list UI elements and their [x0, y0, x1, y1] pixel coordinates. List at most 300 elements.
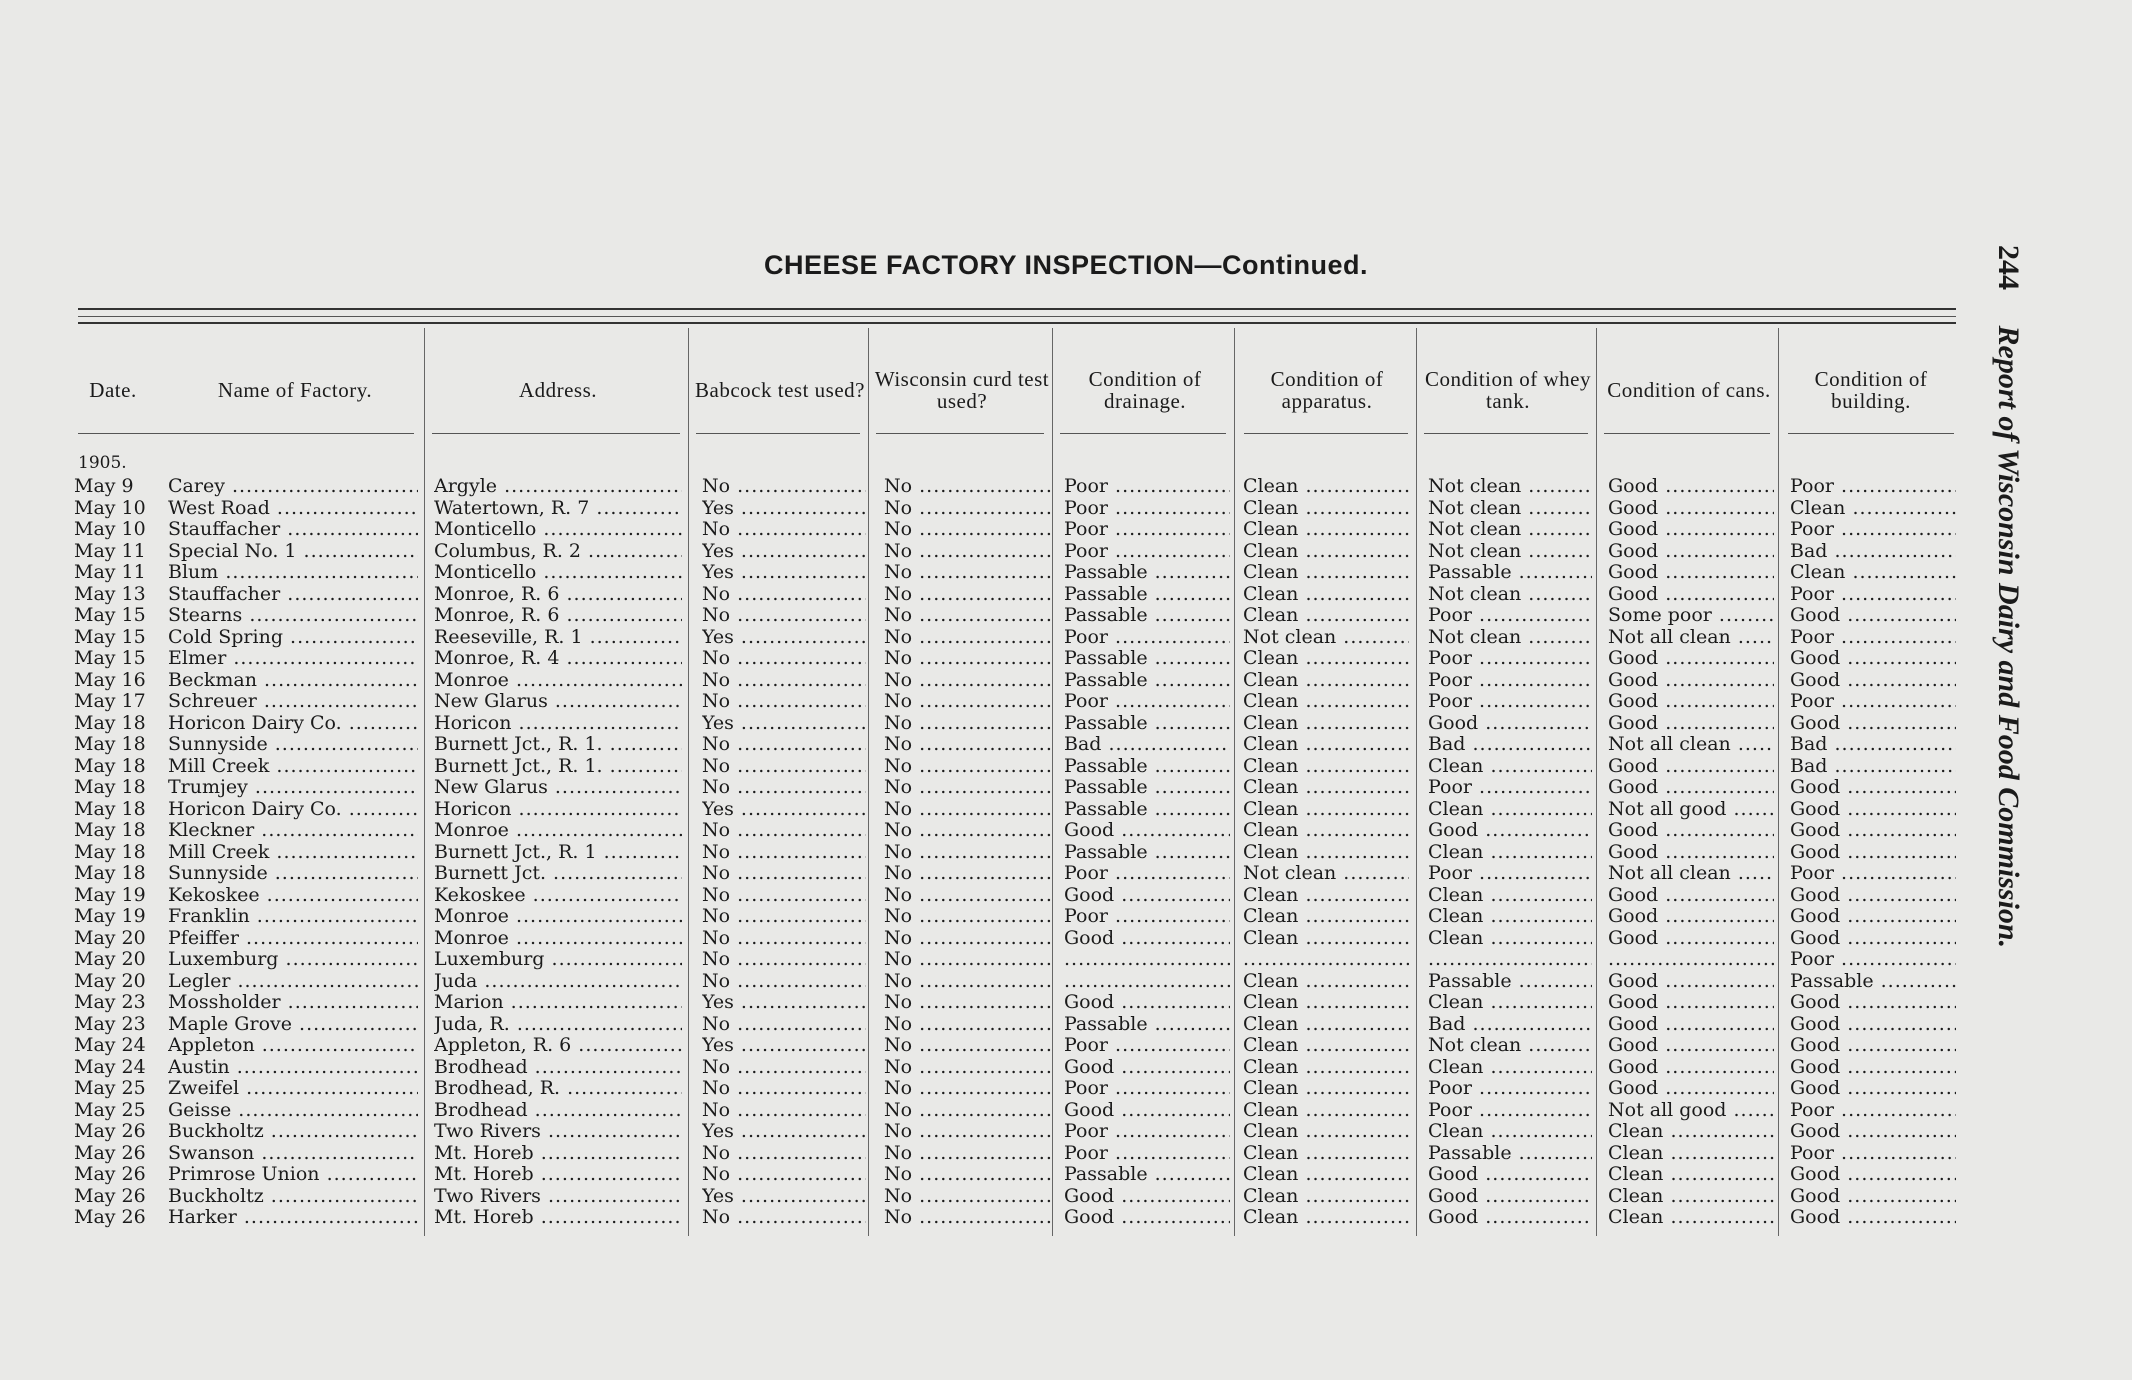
cell-text: Good .....: [1608, 584, 1774, 605]
cell-cans: [1608, 777, 1774, 799]
cell-text: Clean .....: [1428, 992, 1592, 1013]
cell-text: Good .....: [1790, 1186, 1956, 1207]
cell-text: Not all good .....: [1608, 1100, 1774, 1121]
cell-text: No .....: [702, 842, 866, 863]
cell-text: Passable .....: [1064, 799, 1230, 820]
cell-text: May 13: [74, 583, 146, 605]
cell-text: Two Rivers .....: [434, 1186, 682, 1207]
cell-whey: [1428, 476, 1592, 498]
cell-text: Poor .....: [1064, 863, 1230, 884]
cell-text: Good .....: [1608, 820, 1774, 841]
cell-drainage: [1064, 670, 1230, 692]
cell-text: Monroe, R. 6 .....: [434, 584, 682, 605]
cell-text: May 16: [74, 669, 146, 691]
cell-wisconsin: [884, 691, 1052, 713]
cell-text: Poor .....: [1428, 691, 1592, 712]
table-row: [0, 1078, 2132, 1100]
cell-text: May 10: [74, 519, 146, 540]
cell-text: Passable .....: [1064, 713, 1230, 734]
cell-text: Good .....: [1790, 648, 1956, 669]
top-rule-double: [78, 322, 1956, 324]
cell-apparatus: [1243, 734, 1409, 756]
cell-text: May 18: [74, 798, 146, 820]
cell-date: [74, 1164, 164, 1186]
cell-date: [74, 498, 164, 520]
table-row: [0, 519, 2132, 541]
table-row: [0, 1057, 2132, 1079]
cell-text: Monticello .....: [434, 562, 682, 583]
cell-building: [1790, 799, 1956, 821]
cell-text: Bad .....: [1790, 756, 1956, 777]
cell-name: [168, 885, 418, 907]
cell-text: No .....: [702, 1057, 866, 1078]
cell-building: [1790, 627, 1956, 649]
cell-text: No .....: [884, 584, 1052, 605]
cell-text: Brodhead .....: [434, 1100, 682, 1121]
cell-text: No .....: [702, 1207, 866, 1228]
cell-address: [434, 627, 682, 649]
cell-wisconsin: [884, 777, 1052, 799]
cell-wisconsin: [884, 713, 1052, 735]
header-date: Date.: [89, 378, 137, 402]
cell-cans: [1608, 734, 1774, 756]
cell-text: No .....: [884, 1121, 1052, 1142]
cell-text: Luxemburg .....: [434, 949, 682, 970]
cell-text: Clean .....: [1428, 842, 1592, 863]
cell-address: [434, 584, 682, 606]
cell-text: Yes .....: [702, 627, 866, 648]
cell-babcock: [702, 842, 866, 864]
cell-text: Good .....: [1790, 713, 1956, 734]
cell-cans: [1608, 519, 1774, 541]
cell-text: Passable .....: [1064, 842, 1230, 863]
cell-babcock: [702, 1186, 866, 1208]
cell-drainage: [1064, 820, 1230, 842]
cell-text: Not all good .....: [1608, 799, 1774, 820]
cell-drainage: [1064, 777, 1230, 799]
cell-text: No .....: [702, 885, 866, 906]
cell-text: Clean .....: [1243, 1014, 1409, 1035]
cell-text: Mossholder .....: [168, 992, 418, 1013]
cell-text: No .....: [702, 1078, 866, 1099]
cell-text: Kekoskee .....: [434, 885, 682, 906]
cell-apparatus: [1243, 756, 1409, 778]
cell-text: Clean .....: [1243, 1078, 1409, 1099]
cell-text: Burnett Jct. .....: [434, 863, 682, 884]
cell-babcock: [702, 605, 866, 627]
table-row: [0, 885, 2132, 907]
cell-whey: [1428, 584, 1592, 606]
cell-text: Passable .....: [1790, 971, 1956, 992]
cell-cans: [1608, 928, 1774, 950]
cell-name: [168, 670, 418, 692]
cell-apparatus: [1243, 713, 1409, 735]
cell-text: Passable .....: [1064, 1164, 1230, 1185]
cell-text: Burnett Jct., R. 1 .....: [434, 842, 682, 863]
cell-name: [168, 734, 418, 756]
cell-cans: [1608, 476, 1774, 498]
cell-drainage: [1064, 584, 1230, 606]
header-wisconsin: Wisconsin curd test used?: [874, 367, 1050, 413]
cell-wisconsin: [884, 906, 1052, 928]
table-row: [0, 1035, 2132, 1057]
inspection-table: [0, 476, 2132, 1229]
cell-name: [168, 756, 418, 778]
cell-text: No .....: [884, 1057, 1052, 1078]
cell-text: May 26: [74, 1121, 146, 1142]
cell-cans: [1608, 1207, 1774, 1229]
cell-babcock: [702, 1014, 866, 1036]
cell-date: [74, 949, 164, 971]
cell-text: Clean .....: [1243, 584, 1409, 605]
cell-text: No .....: [884, 562, 1052, 583]
cell-text: Monroe .....: [434, 928, 682, 949]
cell-apparatus: [1243, 541, 1409, 563]
cell-babcock: [702, 1121, 866, 1143]
cell-text: Good .....: [1428, 713, 1592, 734]
cell-apparatus: [1243, 519, 1409, 541]
cell-wisconsin: [884, 498, 1052, 520]
cell-address: [434, 519, 682, 541]
cell-text: Some poor .....: [1608, 605, 1774, 626]
cell-wisconsin: [884, 949, 1052, 971]
cell-text: No .....: [884, 691, 1052, 712]
cell-address: [434, 648, 682, 670]
cell-text: Clean .....: [1243, 928, 1409, 949]
cell-apparatus: [1243, 605, 1409, 627]
cell-babcock: [702, 885, 866, 907]
cell-name: [168, 1207, 418, 1229]
cell-text: Good .....: [1790, 842, 1956, 863]
cell-babcock: [702, 1207, 866, 1229]
page-number: 244: [1992, 245, 2025, 290]
cell-address: [434, 756, 682, 778]
cell-cans: [1608, 949, 1774, 971]
cell-address: [434, 906, 682, 928]
cell-address: [434, 541, 682, 563]
cell-text: Not clean .....: [1428, 498, 1592, 519]
cell-building: [1790, 1121, 1956, 1143]
cell-wisconsin: [884, 1207, 1052, 1229]
cell-text: Passable .....: [1428, 971, 1592, 992]
cell-name: [168, 1143, 418, 1165]
cell-text: Clean .....: [1243, 992, 1409, 1013]
cell-text: Franklin .....: [168, 906, 418, 927]
cell-text: Mt. Horeb .....: [434, 1164, 682, 1185]
cell-text: Clean .....: [1243, 1186, 1409, 1207]
cell-text: Poor .....: [1064, 541, 1230, 562]
cell-text: Clean .....: [1243, 1143, 1409, 1164]
cell-drainage: [1064, 842, 1230, 864]
cell-text: Blum .....: [168, 562, 418, 583]
cell-drainage: [1064, 1164, 1230, 1186]
cell-text: Yes .....: [702, 992, 866, 1013]
cell-text: No .....: [702, 777, 866, 798]
cell-whey: [1428, 1164, 1592, 1186]
cell-drainage: [1064, 691, 1230, 713]
cell-date: [74, 605, 164, 627]
cell-wisconsin: [884, 799, 1052, 821]
top-rule: [78, 308, 1956, 310]
table-row: [0, 562, 2132, 584]
cell-text: Clean .....: [1243, 799, 1409, 820]
cell-text: Good .....: [1608, 842, 1774, 863]
cell-text: Passable .....: [1064, 562, 1230, 583]
cell-text: Poor .....: [1790, 691, 1956, 712]
cell-text: No .....: [702, 670, 866, 691]
cell-text: May 15: [74, 648, 146, 669]
cell-babcock: [702, 1164, 866, 1186]
table-row: [0, 627, 2132, 649]
cell-text: Poor .....: [1064, 1035, 1230, 1056]
cell-text: Good .....: [1790, 1164, 1956, 1185]
cell-text: Poor .....: [1064, 476, 1230, 497]
cell-text: Clean .....: [1243, 541, 1409, 562]
cell-cans: [1608, 605, 1774, 627]
cell-text: No .....: [884, 1164, 1052, 1185]
cell-date: [74, 519, 164, 541]
cell-address: [434, 713, 682, 735]
cell-wisconsin: [884, 1100, 1052, 1122]
cell-wisconsin: [884, 885, 1052, 907]
cell-text: Good .....: [1064, 992, 1230, 1013]
cell-text: Passable .....: [1064, 777, 1230, 798]
cell-text: Clean .....: [1243, 476, 1409, 497]
cell-text: Clean .....: [1243, 885, 1409, 906]
cell-text: Yes .....: [702, 799, 866, 820]
cell-text: [1064, 971, 1230, 992]
cell-babcock: [702, 863, 866, 885]
table-row: [0, 906, 2132, 928]
cell-text: Good .....: [1608, 777, 1774, 798]
cell-date: [74, 1035, 164, 1057]
cell-text: Primrose Union .....: [168, 1164, 418, 1185]
cell-text: Appleton, R. 6 .....: [434, 1035, 682, 1056]
cell-babcock: [702, 734, 866, 756]
cell-text: Monroe, R. 4 .....: [434, 648, 682, 669]
cell-text: Good .....: [1790, 885, 1956, 906]
header-drainage: Condition of drainage.: [1088, 367, 1202, 413]
cell-cans: [1608, 863, 1774, 885]
cell-address: [434, 1014, 682, 1036]
cell-apparatus: [1243, 1035, 1409, 1057]
cell-whey: [1428, 734, 1592, 756]
cell-drainage: [1064, 734, 1230, 756]
cell-text: May 17: [74, 691, 146, 712]
cell-babcock: [702, 1057, 866, 1079]
cell-name: [168, 519, 418, 541]
cell-text: May 15: [74, 605, 146, 626]
cell-text: Clean .....: [1608, 1186, 1774, 1207]
cell-drainage: [1064, 1014, 1230, 1036]
cell-address: [434, 1078, 682, 1100]
cell-text: No .....: [884, 627, 1052, 648]
cell-text: Clean .....: [1243, 906, 1409, 927]
cell-text: Not clean .....: [1428, 519, 1592, 540]
cell-text: Not clean .....: [1428, 584, 1592, 605]
cell-apparatus: [1243, 1100, 1409, 1122]
cell-babcock: [702, 992, 866, 1014]
cell-whey: [1428, 1186, 1592, 1208]
cell-date: [74, 648, 164, 670]
cell-text: Trumjey .....: [168, 777, 418, 798]
cell-address: [434, 476, 682, 498]
cell-name: [168, 1121, 418, 1143]
cell-wisconsin: [884, 605, 1052, 627]
cell-whey: [1428, 627, 1592, 649]
cell-text: Good .....: [1064, 1057, 1230, 1078]
cell-text: Yes .....: [702, 562, 866, 583]
cell-wisconsin: [884, 1078, 1052, 1100]
cell-text: May 18: [74, 777, 146, 798]
cell-text: Juda .....: [434, 971, 682, 992]
cell-text: Horicon .....: [434, 713, 682, 734]
cell-text: Yes .....: [702, 1035, 866, 1056]
cell-name: [168, 476, 418, 498]
cell-date: [74, 1121, 164, 1143]
cell-date: [74, 541, 164, 563]
cell-name: [168, 1014, 418, 1036]
cell-text: No .....: [702, 605, 866, 626]
cell-drainage: [1064, 799, 1230, 821]
cell-name: [168, 1057, 418, 1079]
cell-date: [74, 734, 164, 756]
cell-babcock: [702, 756, 866, 778]
cell-apparatus: [1243, 906, 1409, 928]
cell-text: Not clean .....: [1428, 627, 1592, 648]
cell-apparatus: [1243, 1057, 1409, 1079]
cell-name: [168, 992, 418, 1014]
cell-apparatus: [1243, 1121, 1409, 1143]
cell-apparatus: [1243, 1164, 1409, 1186]
cell-text: May 26: [74, 1185, 146, 1207]
cell-text: No .....: [702, 734, 866, 755]
cell-babcock: [702, 928, 866, 950]
cell-whey: [1428, 799, 1592, 821]
cell-text: [1608, 949, 1774, 970]
cell-building: [1790, 906, 1956, 928]
cell-text: Not clean .....: [1428, 1035, 1592, 1056]
cell-text: Good .....: [1790, 1035, 1956, 1056]
cell-text: Poor .....: [1064, 1121, 1230, 1142]
cell-text: Clean .....: [1428, 885, 1592, 906]
cell-text: No .....: [702, 691, 866, 712]
cell-text: No .....: [884, 1078, 1052, 1099]
cell-text: No .....: [884, 1100, 1052, 1121]
cell-name: [168, 1186, 418, 1208]
cell-text: No .....: [884, 648, 1052, 669]
cell-cans: [1608, 1057, 1774, 1079]
cell-building: [1790, 713, 1956, 735]
cell-drainage: [1064, 541, 1230, 563]
cell-drainage: [1064, 863, 1230, 885]
cell-whey: [1428, 541, 1592, 563]
cell-name: [168, 1078, 418, 1100]
cell-text: Good .....: [1790, 777, 1956, 798]
cell-text: No .....: [702, 863, 866, 884]
cell-text: Horicon .....: [434, 799, 682, 820]
cell-text: Sunnyside .....: [168, 863, 418, 884]
cell-drainage: [1064, 1121, 1230, 1143]
table-row: [0, 1207, 2132, 1229]
cell-text: Two Rivers .....: [434, 1121, 682, 1142]
cell-text: Pfeiffer .....: [168, 928, 418, 949]
cell-drainage: [1064, 605, 1230, 627]
cell-apparatus: [1243, 584, 1409, 606]
cell-text: No .....: [884, 949, 1052, 970]
table-row: [0, 928, 2132, 950]
cell-text: Yes .....: [702, 1121, 866, 1142]
cell-text: No .....: [884, 519, 1052, 540]
cell-drainage: [1064, 1035, 1230, 1057]
cell-babcock: [702, 584, 866, 606]
cell-text: No .....: [702, 906, 866, 927]
cell-text: Clean .....: [1243, 1100, 1409, 1121]
cell-text: Yes .....: [702, 713, 866, 734]
cell-address: [434, 885, 682, 907]
cell-name: [168, 605, 418, 627]
cell-text: Passable .....: [1428, 1143, 1592, 1164]
cell-whey: [1428, 928, 1592, 950]
cell-drainage: [1064, 713, 1230, 735]
cell-date: [74, 691, 164, 713]
cell-text: Good .....: [1790, 670, 1956, 691]
cell-text: Passable .....: [1064, 756, 1230, 777]
cell-text: Bad .....: [1428, 734, 1592, 755]
cell-apparatus: [1243, 1207, 1409, 1229]
cell-address: [434, 691, 682, 713]
cell-wisconsin: [884, 863, 1052, 885]
cell-name: [168, 541, 418, 563]
cell-whey: [1428, 1035, 1592, 1057]
cell-babcock: [702, 541, 866, 563]
report-title: Report of Wisconsin Dairy and Food Commission.: [1992, 325, 2025, 949]
cell-date: [74, 777, 164, 799]
cell-cans: [1608, 670, 1774, 692]
cell-wisconsin: [884, 1057, 1052, 1079]
cell-babcock: [702, 820, 866, 842]
table-row: [0, 670, 2132, 692]
cell-address: [434, 799, 682, 821]
cell-text: May 26: [74, 1142, 146, 1164]
cell-whey: [1428, 1057, 1592, 1079]
cell-text: Clean .....: [1608, 1207, 1774, 1228]
cell-whey: [1428, 605, 1592, 627]
cell-wisconsin: [884, 562, 1052, 584]
cell-text: No .....: [702, 476, 866, 497]
cell-building: [1790, 1143, 1956, 1165]
cell-text: No .....: [884, 928, 1052, 949]
cell-date: [74, 928, 164, 950]
cell-text: Poor .....: [1428, 1078, 1592, 1099]
cell-text: Good .....: [1790, 906, 1956, 927]
cell-text: Poor .....: [1790, 584, 1956, 605]
cell-text: Clean .....: [1243, 777, 1409, 798]
cell-drainage: [1064, 1207, 1230, 1229]
cell-text: Poor .....: [1790, 949, 1956, 970]
cell-text: Marion .....: [434, 992, 682, 1013]
cell-text: Brodhead .....: [434, 1057, 682, 1078]
cell-babcock: [702, 648, 866, 670]
cell-text: Legler .....: [168, 971, 418, 992]
cell-text: Clean .....: [1243, 605, 1409, 626]
cell-text: Good .....: [1790, 992, 1956, 1013]
cell-text: Clean .....: [1608, 1121, 1774, 1142]
cell-building: [1790, 734, 1956, 756]
cell-babcock: [702, 1035, 866, 1057]
cell-whey: [1428, 906, 1592, 928]
table-row: [0, 648, 2132, 670]
